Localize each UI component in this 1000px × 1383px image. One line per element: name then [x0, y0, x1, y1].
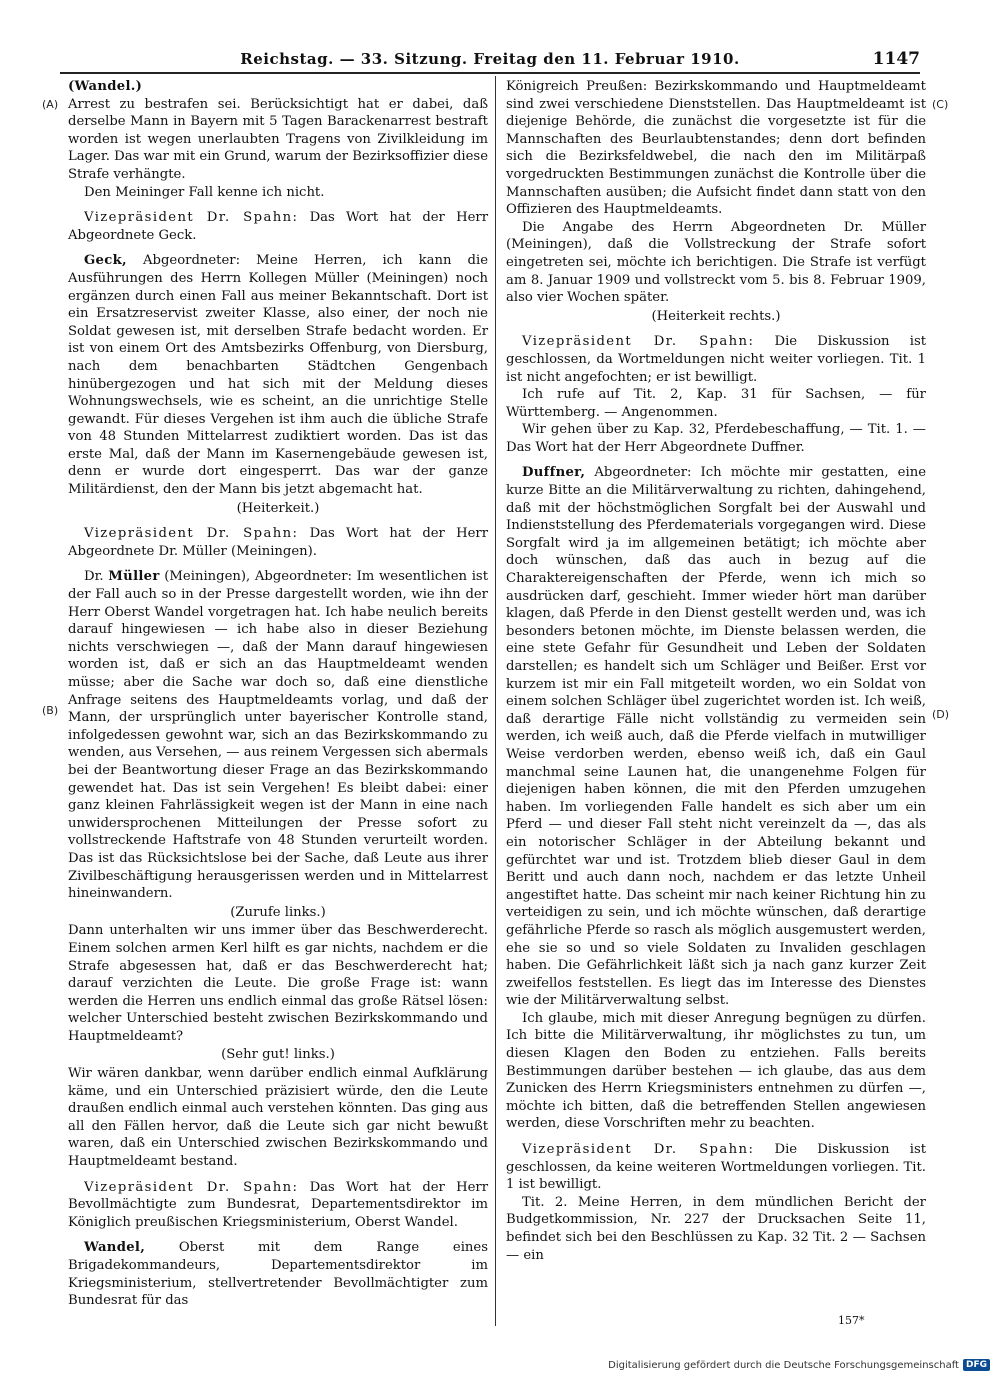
speech-paragraph	[506, 1141, 926, 1194]
interjection: (Sehr gut! links.)	[221, 1047, 335, 1063]
dfg-logo: DFG	[963, 1359, 990, 1371]
speech-text: Die Diskussion ist geschlossen, da keine weiteren Wortmeldungen vorliegen. Tit. 1 ist bewilligt.	[506, 1142, 927, 1193]
speaker-name: Vizepräsident Dr. Spahn:	[84, 1179, 299, 1195]
speech-paragraph	[506, 333, 926, 386]
paragraph: Tit. 2. Meine Herren, in dem mündlichen Bericht der Budgetkommission, Nr. 227 der Drucksachen Seite 11, befindet sich bei den Beschlüssen zu Kap. 32 Tit. 2 — Sachsen — ein	[506, 1194, 926, 1263]
speaker-name: Geck,	[84, 253, 127, 269]
speech-paragraph	[68, 209, 488, 244]
speaker-name: Vizepräsident Dr. Spahn:	[84, 210, 299, 226]
margin-marker-a: (A)	[42, 98, 59, 111]
speech-text: Die Diskussion ist geschlossen, da Wortmeldungen nicht weiter vorliegen. Tit. 1 ist nicht angefochten; er ist bewilligt.	[506, 334, 927, 385]
running-title: Reichstag. — 33. Sitzung. Freitag den 11. Februar 1910.	[240, 50, 740, 68]
speaker-name: Wandel,	[84, 1240, 146, 1256]
speech-paragraph	[68, 568, 488, 902]
paragraph: Arrest zu bestrafen sei. Berücksichtigt hat er dabei, daß derselbe Mann in Bayern mit 5 Tagen Barackenarrest bestraft worden ist wegen unerlaubten Tragens von Zivilkleidung im Lager. Das war mit ein Grund, warum der Bezirksoffizier diese Strafe verhängte.	[68, 96, 488, 182]
column-divider	[495, 76, 496, 1326]
speaker-continuation	[68, 78, 488, 96]
interjection: (Heiterkeit rechts.)	[651, 308, 781, 324]
paragraph: Wir gehen über zu Kap. 32, Pferdebeschaffung, — Tit. 1. — Das Wort hat der Herr Abgeordnete Duffner.	[506, 422, 926, 455]
right-column	[506, 78, 926, 1264]
paragraph: Ich glaube, mich mit dieser Anregung begnügen zu dürfen. Ich bitte die Militärverwaltung, ihr möglichstes zu tun, um diesen Klagen den Boden zu entziehen. Falls bereits Bestimmungen darüber bestehen — ich glaube, das aus dem Zunicken des Herrn Kriegsministers entnehmen zu dürfen —, möchte ich bitten, daß die betreffenden Stellen angewiesen werden, diese Vorschriften mehr zu beachten.	[506, 1010, 926, 1132]
speaker-name: Vizepräsident Dr. Spahn:	[84, 526, 299, 542]
speech-paragraph	[506, 464, 926, 1009]
speech-paragraph	[68, 525, 488, 560]
speech-text: (Meiningen), Abgeordneter: Im wesentlichen ist der Fall auch so in der Presse dargestellt worden, wie ihn der Herr Oberst Wandel vorgetragen hat. Ich habe neulich bereits darauf hingewiesen — ich habe also in dieser Beziehung nichts verschwiegen —, daß der Mann darauf hingewiesen worden ist, daß er sich an das Hauptmeldeamt wenden müsse; aber die Sache war doch so, daß eine dienstliche Anfrage seitens des Hauptmeldeamts vorlag, und daß der Mann, der ursprünglich unter bayerischer Kontrolle stand, infolgedessen gewohnt war, sich an das Bezirkskommando zu wenden, aus Versehen, — aus reinem Vergessen sich abermals bei der Beantwortung dieser Frage an das Bezirkskommando gewendet hat. Das ist sein Vergehen! Es bleibt dabei: einer ganz kleinen Fahrlässigkeit wegen ist der Mann in eine nach unwidersprochenen Mitteilungen der Presse sofort zu vollstreckende Haftstrafe von 48 Stunden verurteilt worden. Das ist das Rücksichtslose bei der Sache, daß Leute aus ihrer Zivilbeschäftigung herausgerissen werden und in Mittelarrest hineinwandern.	[68, 569, 488, 902]
footer-text: Digitalisierung gefördert durch die Deutsche Forschungsgemeinschaft	[608, 1359, 959, 1371]
speaker-name: Vizepräsident Dr. Spahn:	[522, 1142, 755, 1158]
speech-paragraph	[68, 1179, 488, 1232]
paragraph: Ich rufe auf Tit. 2, Kap. 31 für Sachsen, — für Württemberg. — Angenommen.	[506, 387, 926, 420]
sheet-number: 157*	[838, 1314, 865, 1327]
interjection: (Zurufe links.)	[230, 904, 326, 920]
paragraph: Wir wären dankbar, wenn darüber endlich einmal Aufklärung käme, und ein Unterschied präzisiert würde, den die Leute draußen endlich einmal auch verstehen könnten. Das ging aus all den Fällen hervor, daß die Leute sich gar nicht bewußt waren, daß ein Unterschied zwischen Bezirkskommando und Hauptmeldeamt bestand.	[68, 1066, 488, 1170]
speech-text: Abgeordneter: Ich möchte mir gestatten, eine kurze Bitte an die Militärverwaltung zu richten, dahingehend, daß mit der höchstmöglichen Sorgfalt bei der Auswahl und Indienststellung des Pferdematerials vorgegangen wird. Diese Sorgfalt wird ja im allgemeinen betätigt; ich möchte aber doch wünschen, daß das auch in bezug auf die Charaktereigenschaften der Pferde, wenn ich mich so ausdrücken darf, geschieht. Immer wieder hört man darüber klagen, daß Pferde in den Dienst gestellt werden und, was ich besonders betonen möchte, im Dienste belassen werden, die eine stete Gefahr für Gesundheit und Leben der Soldaten darstellen; es handelt sich um Schläger und Beißer. Erst vor kurzem ist mir ein Fall mitgeteilt worden, wo ein Soldat von einem solchen Schläger übel zugerichtet worden ist. Ich weiß, daß derartige Fälle nicht vollständig zu vermeiden sein werden, ich weiß auch, daß die Pferde vielfach in mutwilliger Weise verdorben werden, ebenso weiß ich, daß ein Gaul manchmal seine Launen hat, die unangenehme Folgen für diejenigen haben können, die mit den Pferden umzugehen haben. Im vorliegenden Falle handelt es sich aber um ein Pferd — und dieser Fall steht nicht vereinzelt da —, das als ein notorischer Schläger in der Abteilung bekannt und gefürchtet war und ist. Trotzdem blieb dieser Gaul in dem Beritt und auch dann noch, nachdem er das letzte Unheil angestiftet hatte. Das scheint mir nach keiner Richtung hin zu verteidigen zu sein, und ich möchte wünschen, daß derartige gefährliche Pferde so rasch als möglich ausgemustert werden, ehe sie so und so viele Soldaten zu Invaliden geschlagen haben. Die Gefährlichkeit läßt sich ja nach ganz kurzer Zeit zweifellos feststellen. Es liegt das im Interesse des Dienstes wie der Militärverwaltung selbst.	[506, 465, 926, 1009]
speaker-name: Vizepräsident Dr. Spahn:	[522, 334, 755, 350]
speech-text: Oberst mit dem Range eines Brigadekommandeurs, Departementsdirektor im Kriegsministerium, stellvertretender Bevollmächtigter zum Bundesrat für das	[68, 1240, 488, 1309]
left-column	[68, 78, 488, 1310]
speaker-prefix: Dr.	[84, 569, 109, 585]
speech-text: Das Wort hat der Herr Abgeordnete Dr. Müller (Meiningen).	[68, 526, 489, 559]
margin-marker-c: (C)	[932, 98, 949, 111]
speech-paragraph	[68, 1239, 488, 1309]
speech-text: Abgeordneter: Meine Herren, ich kann die Ausführungen des Herrn Kollegen Müller (Meiningen) noch ergänzen durch einen Fall aus meiner Bekanntschaft. Dort ist ein Ersatzreservist zweiter Klasse, also einer, der noch nie Soldat gewesen ist, mit derselben Strafe bedacht worden. Er ist von einem Ort des Amtsbezirks Offenburg, von Diersburg, nach dem benachbarten Städtchen Gengenbach hinübergezogen und hat sich mit der Meldung dieses Wohnungswechsels, wie es scheint, an die unrichtige Stelle gewandt. Für dieses Vergehen ist ihm auch die übliche Strafe von 48 Stunden Mittelarrest zudiktiert worden. Das ist das erste Mal, daß der Mann im Kasernengebäude gewesen ist, denn er wurde dort eingesperrt. Das war der ganze Militärdienst, den der Mann bis jetzt abgemacht hat.	[68, 253, 488, 498]
paragraph: Königreich Preußen: Bezirkskommando und Hauptmeldeamt sind zwei verschiedene Dienststellen. Das Hauptmeldeamt ist diejenige Behörde, die zunächst die vorgesetzte ist für die Mannschaften des Beurlaubtenstandes; denn dort befinden sich die Bezirksfeldwebel, die nach den im Militärpaß vorgedruckten Bestimmungen zunächst die Kontrolle über die Mannschaften ausüben; die Aufsicht findet dann statt von den Offizieren des Hauptmeldeamts.	[506, 79, 926, 218]
margin-marker-d: (D)	[932, 708, 950, 721]
digitization-footer	[608, 1357, 990, 1373]
margin-marker-b: (B)	[42, 704, 59, 717]
speaker-name: Müller	[108, 569, 160, 585]
page-header	[60, 46, 920, 74]
speaker-note: (Wandel.)	[68, 79, 143, 94]
paragraph: Dann unterhalten wir uns immer über das Beschwerderecht. Einem solchen armen Kerl hilft es gar nichts, nachdem er die Strafe abgesessen hat, daß er das Beschwerderecht hat; darauf verzichten die Leute. Die große Frage ist: wann werden die Herren uns endlich einmal das große Rätsel lösen: welcher Unterschied besteht zwischen Bezirkskommando und Hauptmeldeamt?	[68, 923, 488, 1044]
interjection: (Heiterkeit.)	[236, 500, 320, 516]
speaker-name: Duffner,	[522, 465, 586, 481]
speech-paragraph	[68, 252, 488, 498]
paragraph: Den Meininger Fall kenne ich nicht.	[84, 184, 325, 200]
page-number: 1147	[872, 49, 920, 69]
speech-text: Das Wort hat der Herr Abgeordnete Geck.	[68, 210, 489, 243]
speech-text: Das Wort hat der Herr Bevollmächtigte zum Bundesrat, Departementsdirektor im Königlich preußischen Kriegsministerium, Oberst Wandel.	[68, 1179, 489, 1230]
paragraph: Die Angabe des Herrn Abgeordneten Dr. Müller (Meiningen), daß die Vollstreckung der Strafe sofort eingetreten sei, möchte ich berichtigen. Die Strafe ist verfügt am 8. Januar 1909 und vollstreckt vom 5. bis 8. Februar 1909, also vier Wochen später.	[506, 219, 926, 306]
